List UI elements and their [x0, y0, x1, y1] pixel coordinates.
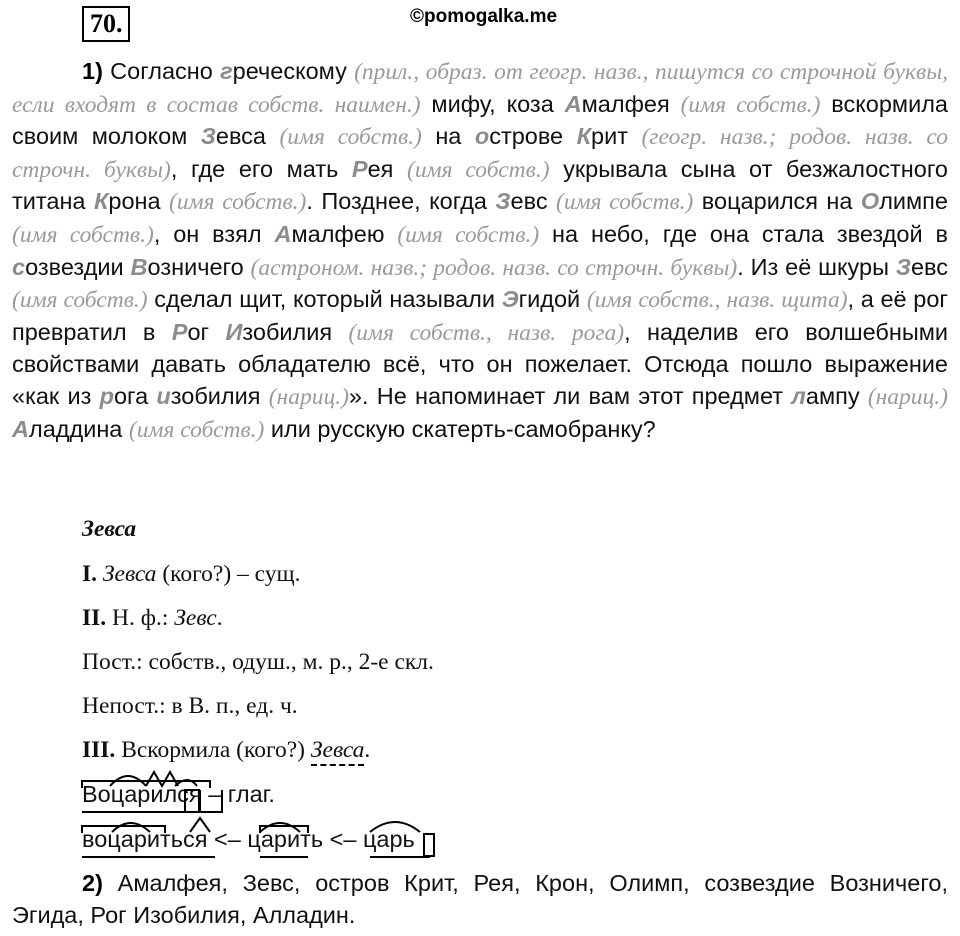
morpheme-word: царь: [362, 826, 415, 852]
note: (имя собств.): [128, 416, 265, 443]
letter: В: [130, 253, 148, 280]
item-number: 1): [82, 58, 103, 84]
morpheme-text: <–: [323, 826, 363, 852]
text: . Позднее, когда: [306, 188, 496, 215]
note: (астроном. назв.; родов. назв. со строчн. буквы): [250, 254, 738, 281]
text: рит: [591, 123, 642, 150]
analysis-text: .: [216, 605, 223, 631]
analysis-text: .: [364, 737, 371, 763]
item-number: 2): [82, 870, 103, 896]
text: ог: [187, 318, 226, 345]
text: озничего: [147, 253, 251, 280]
letter: Р: [171, 318, 188, 345]
text: Согласно: [102, 58, 221, 84]
letter: р: [99, 382, 114, 409]
text: ладдина: [28, 415, 129, 442]
exercise-number: 70.: [82, 6, 130, 42]
note: (имя собств.): [12, 287, 148, 314]
letter: Э: [501, 286, 519, 313]
note: (нариц.): [268, 383, 349, 410]
letter: А: [564, 90, 582, 117]
text: евса: [215, 123, 280, 150]
roman-numeral: I.: [82, 561, 98, 587]
roman-numeral: III.: [82, 737, 116, 763]
text: или русскую скатерть-самобранку?: [264, 415, 656, 442]
text: , а её рог превратил в: [12, 286, 948, 345]
root-arc-4: [370, 822, 420, 832]
ending-box: [185, 790, 199, 812]
text: зобилия: [170, 382, 269, 409]
note: (имя собств.): [680, 91, 821, 118]
text: мифу, коза: [420, 90, 565, 117]
text: ея: [367, 155, 407, 182]
text: малфею: [291, 220, 398, 247]
analysis-heading: Зевса: [82, 516, 137, 542]
analysis-row-4: Непост.: в В. п., ед. ч.: [82, 693, 298, 719]
note: (имя собств.): [169, 189, 307, 216]
letter: л: [791, 382, 806, 409]
root-peaks: [146, 772, 178, 786]
morpheme-text: – глаг.: [201, 781, 275, 807]
note: (нариц.): [867, 383, 948, 410]
text: . Из её шкуры: [737, 253, 896, 280]
text: гидой: [518, 286, 587, 313]
morpheme-text: <–: [207, 826, 248, 852]
text: Амалфея, Зевс, остров Крит, Рея, Крон, Олимп, созвездие Возничего, Эгида, Рог Изобилия, Алладин.: [12, 870, 948, 928]
suffix-mark-2: [190, 818, 210, 832]
task-2-paragraph: [12, 868, 948, 931]
letter: З: [495, 188, 511, 215]
note: (имя собств.): [279, 124, 422, 151]
letter: А: [12, 415, 29, 442]
stem-bracket-2: [82, 826, 165, 833]
text: , где его мать: [170, 155, 352, 182]
letter: З: [200, 123, 216, 150]
text: ампу: [805, 382, 868, 409]
analysis-word: Зевс: [174, 605, 217, 631]
text: на небо, где она стала звездой в: [539, 220, 948, 247]
postfix-bracket: [200, 790, 222, 812]
note: (имя собств., назв. рога): [348, 319, 625, 346]
text: евс: [910, 253, 949, 280]
text: ога: [113, 382, 157, 409]
text: вскормила своим молоком: [12, 90, 948, 150]
note: (имя собств.): [12, 221, 154, 248]
letter: А: [274, 220, 292, 247]
root-arc-2: [112, 823, 150, 832]
text: воцарился на: [693, 188, 861, 215]
note: (имя собств.): [397, 221, 540, 248]
analysis-text: (кого?) – сущ.: [156, 561, 301, 587]
text: озвездии: [25, 253, 131, 280]
text: строве: [489, 123, 577, 150]
letter: И: [225, 318, 243, 345]
text: укрывала сына от безжалостного титана: [12, 155, 948, 215]
text: на: [421, 123, 475, 150]
text: рона: [108, 188, 170, 215]
letter: Р: [351, 155, 368, 182]
analysis-word-underlined: Зевса: [311, 737, 365, 766]
morpheme-word: воцариться: [82, 826, 208, 852]
text: евс: [510, 188, 556, 215]
text: зобилия: [242, 318, 349, 345]
site-watermark: ©pomogalka.me: [410, 6, 558, 27]
letter: о: [474, 123, 490, 150]
letter: О: [860, 188, 880, 215]
ending-box-4: [424, 834, 434, 856]
text: сделал щит, который называли: [147, 286, 502, 313]
morpheme-word: царить: [247, 826, 324, 852]
analysis-word: Зевса: [102, 561, 157, 587]
analysis-text: Вскормила (кого?): [115, 737, 311, 763]
letter: К: [93, 188, 109, 215]
roman-numeral: II.: [82, 605, 107, 631]
note: (имя собств., назв. щита): [586, 287, 848, 314]
text: малфея: [581, 90, 681, 117]
text: , он взял: [153, 220, 275, 247]
note: (имя собств.): [407, 156, 550, 183]
letter: К: [576, 123, 592, 150]
morpheme-word: Воцарился: [82, 781, 202, 807]
letter: г: [220, 58, 233, 84]
letter: З: [895, 253, 911, 280]
note: (геогр. назв.; родов. назв. со строчн. буквы): [12, 124, 948, 183]
letter: и: [156, 382, 171, 409]
analysis-text: Н. ф.:: [106, 605, 175, 631]
root-arc-3: [260, 823, 300, 832]
text: , наделив его волшебными свойствами давать обладателю всё, что он пожелает. Отсюда пошло выражение «как из: [12, 318, 948, 409]
text: реческому: [232, 58, 355, 84]
letter: с: [12, 253, 26, 280]
note: (прил., образ. от геогр. назв., пишутся со строчной буквы, если входят в состав собств. наимен.): [12, 59, 949, 118]
note: (имя собств.): [556, 189, 694, 216]
analysis-row-3: Пост.: собств., одуш., м. р., 2-е скл.: [82, 649, 434, 675]
text: ». Не напоминает ли вам этот предмет: [348, 382, 792, 409]
text: лимпе: [879, 188, 948, 215]
